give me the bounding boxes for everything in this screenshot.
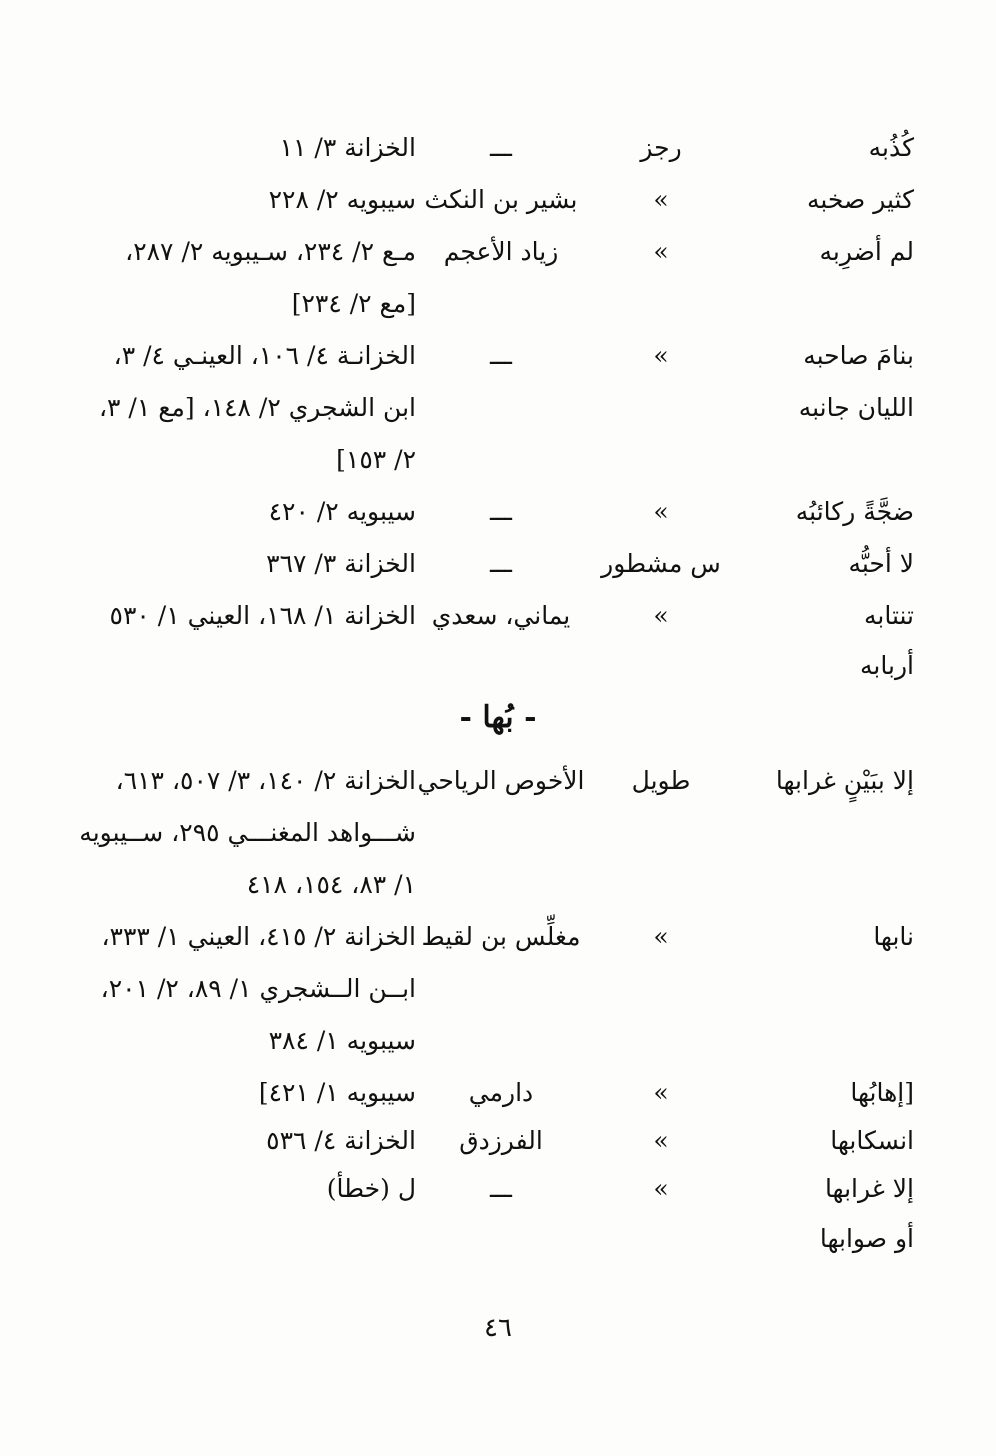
entry-row-continuation [0, 860, 996, 910]
source-line: ل (خطأ) [326, 1174, 416, 1203]
entry-row [0, 756, 996, 806]
entry-row [0, 175, 996, 225]
poet: ـــ [490, 549, 512, 578]
poet: دارمي [468, 1078, 534, 1107]
source-line: شـــواهد المغنـــي ٢٩٥، ســيبويه [79, 818, 416, 847]
meter: » [653, 601, 669, 630]
meter: طويل [631, 766, 691, 795]
entry-row [0, 1116, 996, 1166]
poet: ـــ [490, 497, 512, 526]
rhyme-word: لم أضرِبه [819, 237, 914, 266]
entry-row-continuation [0, 964, 996, 1014]
source-line: [مع ٢/ ٢٣٤] [291, 289, 416, 318]
entry-row-continuation [0, 279, 996, 329]
poet: زياد الأعجم [443, 237, 559, 266]
source-line: الخزانة ٢/ ٤١٥، العيني ١/ ٣٣٣، [101, 922, 416, 951]
poet: مغلِّس بن لقيط [421, 922, 581, 951]
entry-row [0, 591, 996, 641]
meter: » [653, 341, 669, 370]
meter: » [653, 1174, 669, 1203]
meter: » [653, 1126, 669, 1155]
rhyme-word: انسكابها [830, 1126, 914, 1155]
poet: بشير بن النكث [424, 185, 578, 214]
poet: الأخوص الرياحي [417, 766, 585, 795]
meter: » [653, 1078, 669, 1107]
rhyme-word: نابها [873, 922, 914, 951]
entry-row-continuation [0, 383, 996, 433]
rhyme-word: ضجَّةً ركائبُه [795, 497, 914, 526]
rhyme-word: كثير صخبه [806, 185, 914, 214]
entry-row [0, 912, 996, 962]
entry-row-continuation [0, 808, 996, 858]
source-line: سيبويه ٢/ ٢٢٨ [268, 185, 416, 214]
rhyme-word-continuation: الليان جانبه [798, 393, 914, 422]
rhyme-word-continuation: أو صوابها [819, 1224, 914, 1253]
entry-row [0, 1164, 996, 1214]
rhyme-word: إلا غرابها [824, 1174, 914, 1203]
page-number: ٤٦ [484, 1313, 512, 1343]
source-line: سيبويه ١/ ٤٢١] [258, 1078, 416, 1107]
entry-row [0, 1068, 996, 1118]
source-line: ابــن الــشجري ١/ ٨٩، ٢/ ٢٠١، [100, 974, 416, 1003]
source-line: الخزانة ٢/ ١٤٠، ٣/ ٥٠٧، ٦١٣، [115, 766, 416, 795]
source-line: الخزانة ٤/ ٥٣٦ [266, 1126, 416, 1155]
entry-row-continuation [0, 435, 996, 485]
source-line: سيبويه ٢/ ٤٢٠ [268, 497, 416, 526]
entry-row [0, 539, 996, 589]
meter: » [653, 185, 669, 214]
source-line: الخزانة ١/ ١٦٨، العيني ١/ ٥٣٠ [109, 601, 416, 630]
meter: رجز [640, 133, 682, 162]
source-line: مـع ٢/ ٢٣٤، سـيبويه ٢/ ٢٨٧، [125, 237, 416, 266]
source-line: الخزانة ٣/ ١١ [279, 133, 416, 162]
poet: ـــ [490, 1174, 512, 1203]
poet: يماني، سعدي [431, 601, 571, 630]
source-line: سيبويه ١/ ٣٨٤ [268, 1026, 416, 1055]
source-line: ٢/ ١٥٣] [336, 445, 416, 474]
rhyme-word: تنتابه [863, 601, 914, 630]
meter: » [653, 497, 669, 526]
poet: ـــ [490, 341, 512, 370]
rhyme-word: [إهابُها [850, 1078, 914, 1107]
entry-row [0, 487, 996, 537]
meter: س مشطور [601, 549, 721, 578]
rhyme-word-continuation: أربابه [860, 651, 914, 680]
source-line: ابن الشجري ٢/ ١٤٨، [مع ١/ ٣، [98, 393, 416, 422]
rhyme-word: إلا ببَيْنٍ غرابها [775, 766, 914, 795]
entry-row-continuation [0, 641, 996, 691]
source-line: ١/ ٨٣، ١٥٤، ٤١٨ [246, 870, 416, 899]
rhyme-word: كُذُبه [868, 133, 914, 162]
rhyme-word: لا أحبُّه [848, 549, 914, 578]
meter: » [653, 922, 669, 951]
entry-row [0, 331, 996, 381]
section-heading: - بُها - [459, 700, 537, 735]
poet: ـــ [490, 133, 512, 162]
entry-row-continuation [0, 1214, 996, 1264]
meter: » [653, 237, 669, 266]
entry-row [0, 123, 996, 173]
source-line: الخزانـة ٤/ ١٠٦، العينـي ٤/ ٣، [113, 341, 416, 370]
entry-row [0, 227, 996, 277]
rhyme-word: بنامَ صاحبه [803, 341, 914, 370]
source-line: الخزانة ٣/ ٣٦٧ [266, 549, 416, 578]
entry-row-continuation [0, 1016, 996, 1066]
poet: الفرزدق [459, 1126, 543, 1155]
